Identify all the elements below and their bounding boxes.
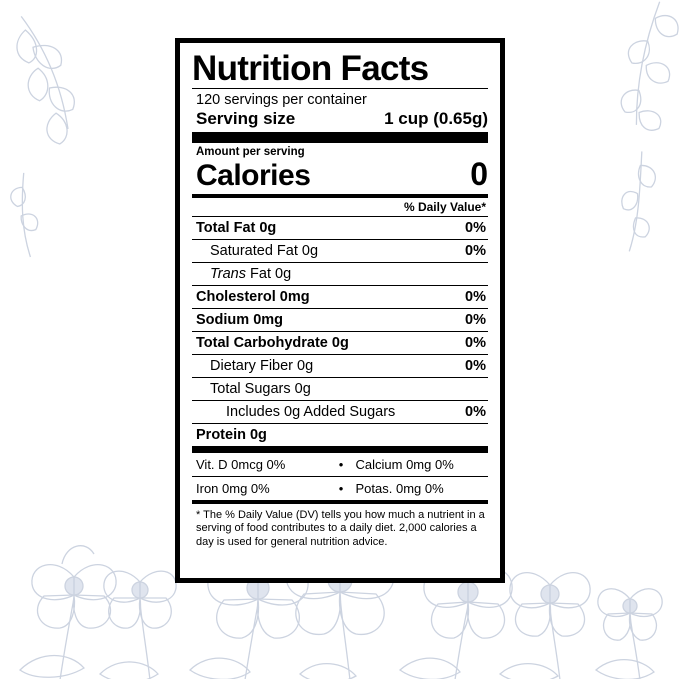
potassium-value: Potas. 0mg 0% [355, 480, 444, 496]
nutrient-row-cholesterol [192, 286, 488, 308]
sodium-label: Sodium 0mg [196, 311, 284, 328]
total-carbohydrate-pct: 0% [465, 334, 486, 351]
protein-label: Protein 0g [196, 426, 267, 443]
bullet-separator-icon: • [338, 456, 344, 472]
trans-fat-rest: Fat 0g [246, 265, 292, 282]
nutrition-facts-label [175, 38, 505, 583]
calories-value: 0 [470, 156, 488, 192]
total-carbohydrate-label: Total Carbohydrate 0g [196, 334, 349, 351]
added-sugars-pct: 0% [465, 403, 486, 420]
trans-fat-label [210, 266, 291, 282]
nutrient-row-total-fat [192, 217, 488, 239]
cholesterol-pct: 0% [465, 288, 486, 305]
sodium-pct: 0% [465, 311, 486, 328]
servings-per-container: 120 servings per container [196, 92, 367, 108]
serving-size-row [192, 109, 488, 132]
total-fat-label: Total Fat 0g [196, 219, 277, 236]
divider-thick-top [192, 132, 488, 143]
serving-size-label: Serving size [196, 109, 296, 128]
dietary-fiber-pct: 0% [465, 357, 486, 374]
amount-per-serving-label: Amount per serving [196, 146, 305, 158]
saturated-fat-label: Saturated Fat 0g [210, 242, 319, 259]
serving-size-value: 1 cup (0.65g) [384, 109, 488, 128]
calories-label: Calories [196, 159, 311, 193]
total-fat-pct: 0% [465, 219, 486, 236]
micronutrient-row-2 [192, 477, 488, 500]
page-title: Nutrition Facts [192, 49, 429, 88]
nutrient-row-dietary-fiber [192, 355, 488, 377]
total-sugars-label: Total Sugars 0g [210, 380, 311, 397]
daily-value-footnote: * The % Daily Value (DV) tells you how much a nutrient in a serving of food contributes to a daily diet. 2,000 calories a day is used for general nutrition advice. [196, 508, 485, 549]
calcium-value: Calcium 0mg 0% [355, 456, 454, 472]
daily-value-header: % Daily Value* [403, 199, 486, 214]
nutrient-row-total-carbohydrate [192, 332, 488, 354]
divider-thick-micronutrients [192, 446, 488, 453]
bullet-separator-icon: • [338, 480, 344, 496]
added-sugars-label: Includes 0g Added Sugars [226, 403, 396, 420]
cholesterol-label: Cholesterol 0mg [196, 288, 310, 305]
dietary-fiber-label: Dietary Fiber 0g [210, 357, 314, 374]
nutrient-row-trans-fat [192, 263, 488, 285]
iron-value: Iron 0mg 0% [196, 480, 270, 496]
calories-row [192, 158, 488, 194]
nutrient-row-sodium [192, 309, 488, 331]
trans-italic: Trans [210, 265, 246, 282]
nutrient-row-total-sugars [192, 378, 488, 400]
vitamin-d-value: Vit. D 0mcg 0% [196, 456, 286, 472]
micronutrient-row-1 [192, 453, 488, 476]
nutrient-row-protein [192, 424, 488, 446]
nutrient-row-added-sugars [192, 401, 488, 423]
nutrient-row-saturated-fat [192, 240, 488, 262]
saturated-fat-pct: 0% [465, 242, 486, 259]
